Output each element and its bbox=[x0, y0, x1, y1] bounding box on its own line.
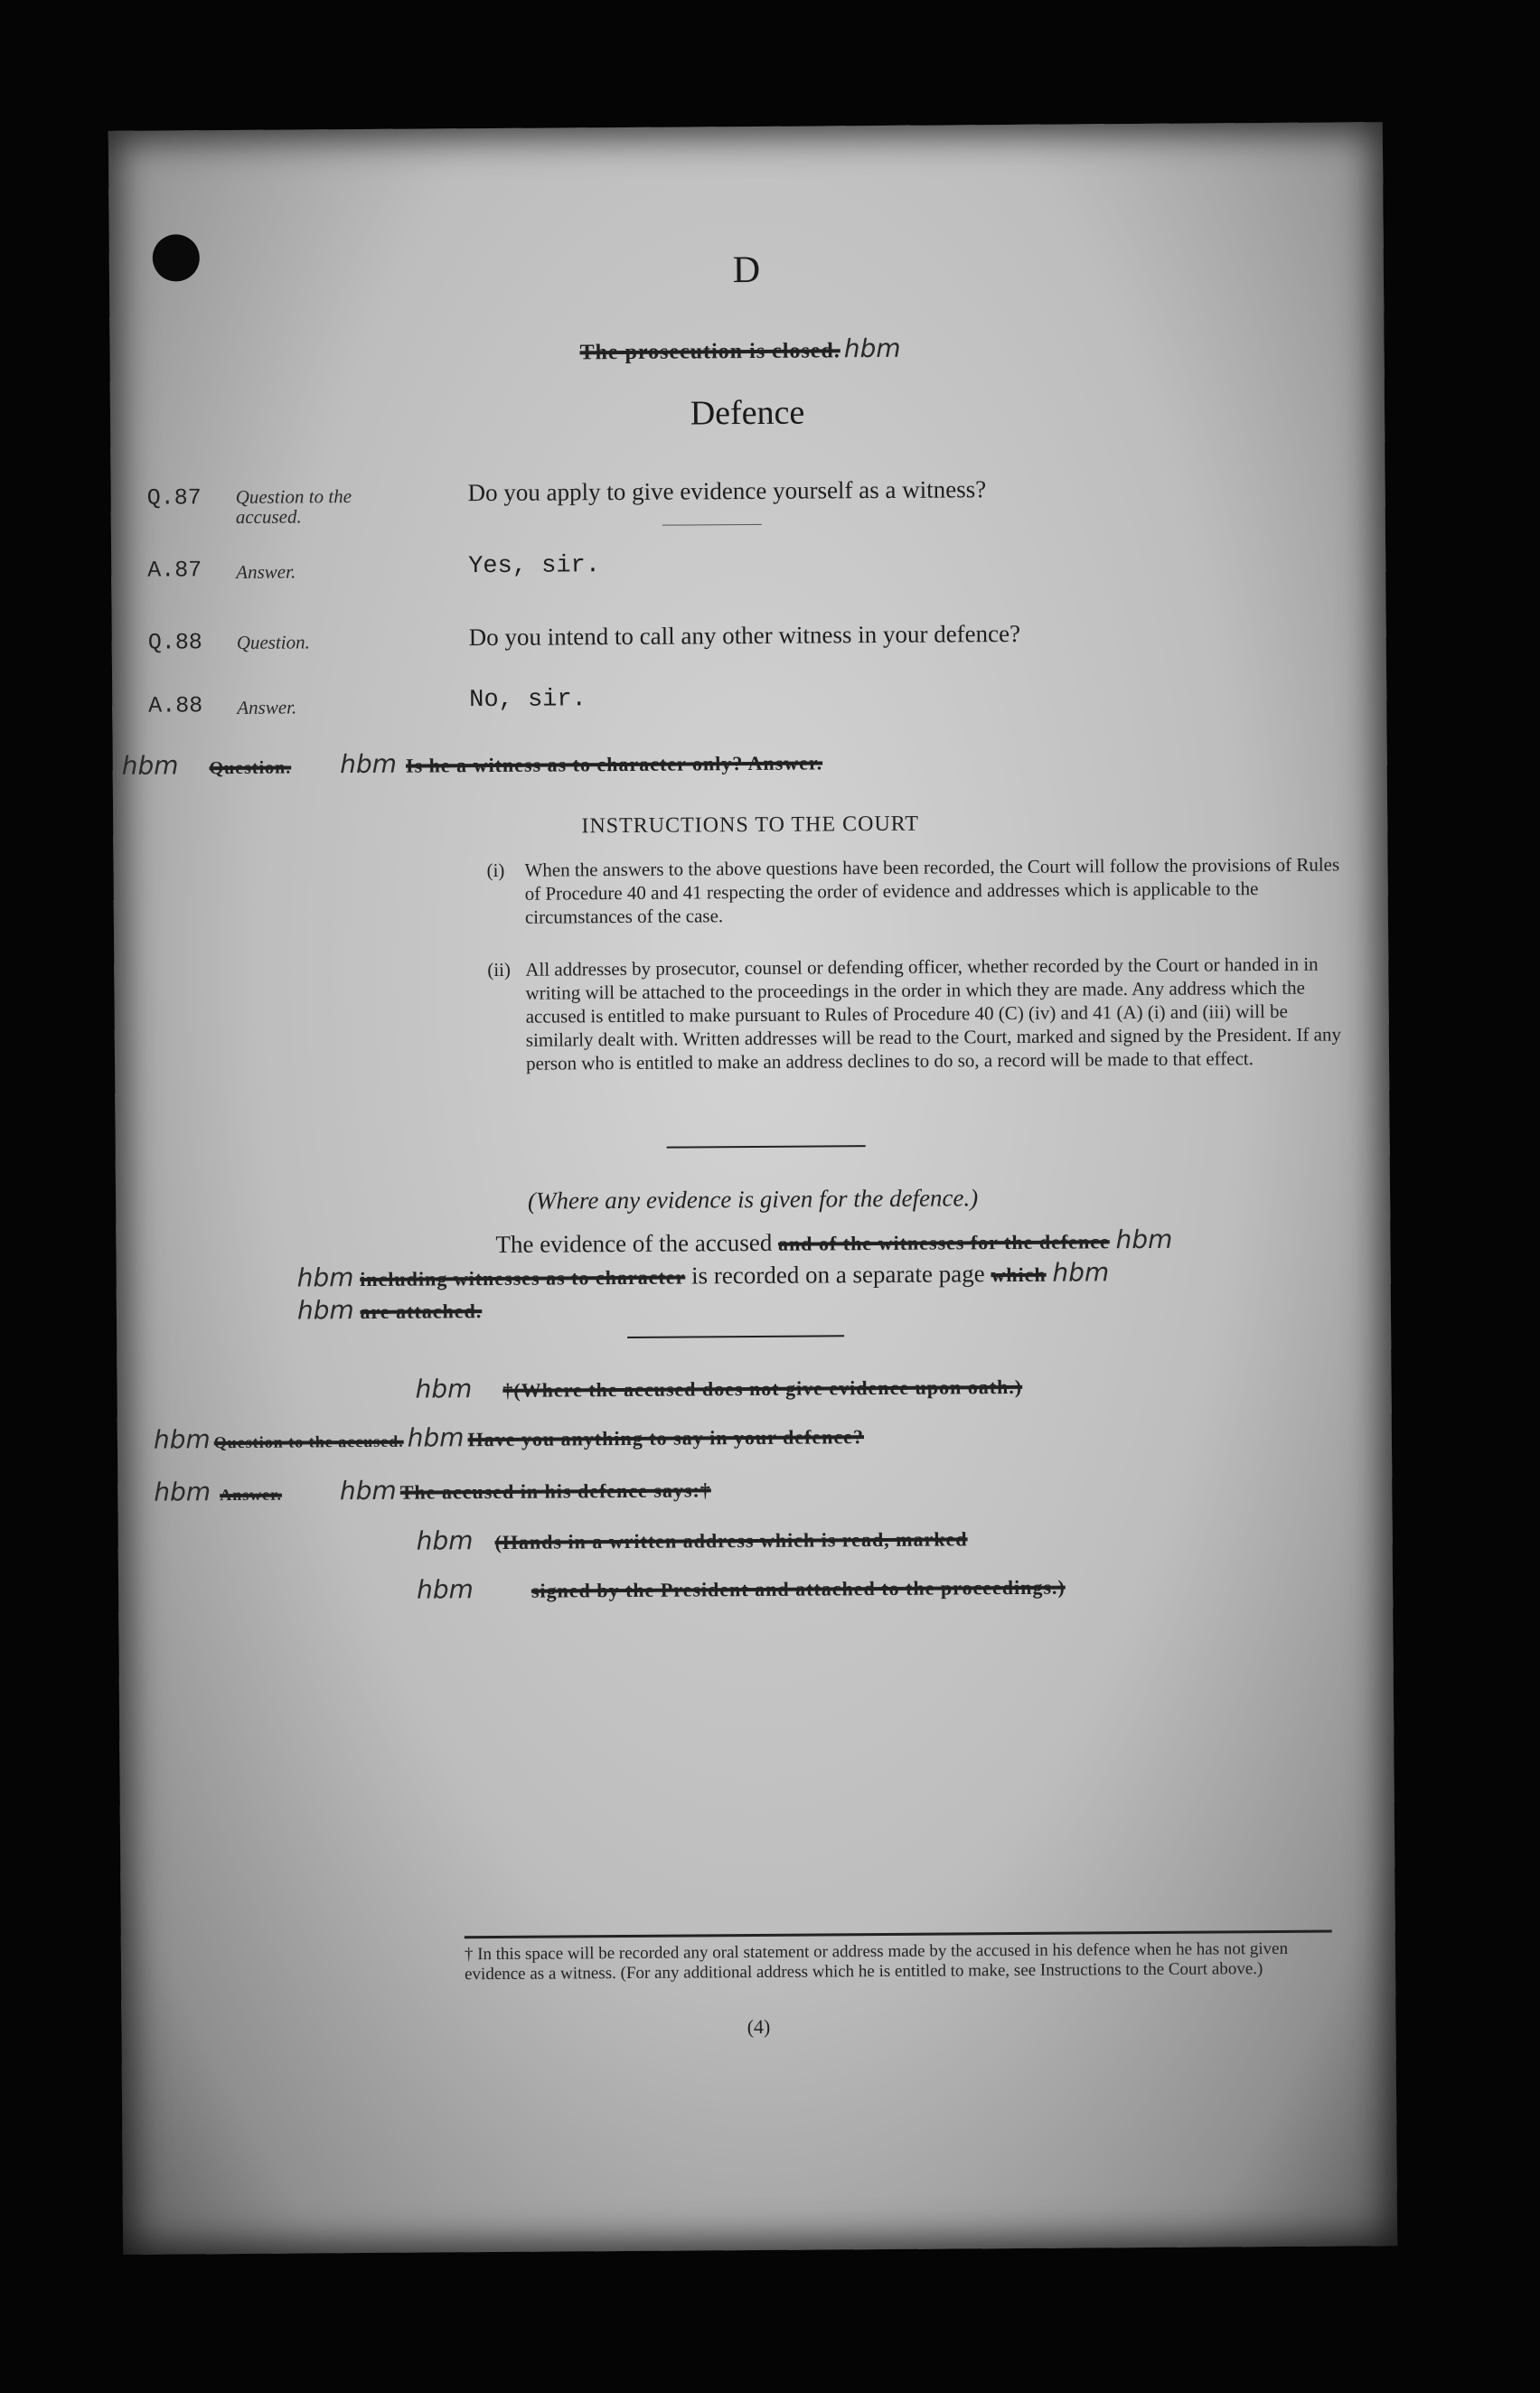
footnote-rule bbox=[465, 1930, 1332, 1939]
document-page bbox=[108, 122, 1397, 2255]
instruction-item: (i) When the answers to the above questions have been recorded, the Court will follow the provisions of Rules of Procedure 40 and 41 respecting the order of evidence and addresses which is applicable to the circumstances of the case. bbox=[486, 853, 1340, 928]
divider bbox=[662, 524, 762, 526]
section-letter: D bbox=[732, 249, 761, 292]
instructions-heading: INSTRUCTIONS TO THE COURT bbox=[581, 812, 920, 839]
initials: hbm bbox=[407, 1422, 465, 1453]
qa-text: No, sir. bbox=[469, 686, 587, 715]
initials: hbm bbox=[340, 748, 398, 780]
qa-text: Do you intend to call any other witness in your defence? bbox=[468, 619, 1021, 652]
qa-number: A.88 bbox=[148, 692, 203, 719]
initials: hbm bbox=[1052, 1257, 1110, 1288]
qa-number: Q.87 bbox=[146, 484, 202, 511]
initials: hbm bbox=[296, 1295, 354, 1326]
initials: hbm bbox=[843, 333, 901, 364]
struck-qa-row: hbm Question. hbm Is he a witness as to character only? Answer. bbox=[121, 748, 823, 781]
divider bbox=[627, 1335, 844, 1338]
struck-prosecution-line: The prosecution is closed. hbm bbox=[579, 333, 901, 365]
initials: hbm bbox=[121, 750, 179, 781]
initials: hbm bbox=[154, 1477, 211, 1507]
qa-label: Answer. bbox=[236, 560, 296, 583]
initials: hbm bbox=[416, 1574, 474, 1605]
initials: hbm bbox=[153, 1424, 211, 1455]
evidence-line-3: hbm are attached. bbox=[296, 1295, 483, 1326]
evidence-line-2: hbm including witnesses as to character is recorded on a separate page which hbm bbox=[296, 1257, 1110, 1293]
qa-text: Do you apply to give evidence yourself as a witness? bbox=[467, 475, 987, 507]
page-number: (4) bbox=[747, 2014, 771, 2039]
struck-line: hbm Question to the accused. hbm Have you anything to say in your defence? bbox=[153, 1422, 865, 1455]
struck-line: hbm (Hands in a written address which is read, marked bbox=[416, 1525, 968, 1556]
evidence-line-1: The evidence of the accused and of the witnesses for the defence hbm bbox=[495, 1224, 1173, 1258]
qa-number: A.87 bbox=[147, 557, 202, 584]
initials: hbm bbox=[416, 1525, 474, 1556]
struck-line: hbm signed by the President and attached to the proceedings.) bbox=[416, 1574, 1066, 1605]
struck-line: hbm †(Where the accused does not give evidence upon oath.) bbox=[415, 1374, 1023, 1404]
initials: hbm bbox=[339, 1475, 397, 1506]
qa-label: Question to the accused. bbox=[235, 485, 352, 528]
divider bbox=[667, 1145, 866, 1149]
qa-text: Yes, sir. bbox=[468, 552, 601, 581]
initials: hbm bbox=[415, 1374, 473, 1404]
footnote: † In this space will be recorded any oral statement or address made by the accused in his defence when he has not given evidence as a witness. (For any additional address which he is entitled to make, see Instructions to the Court above.) bbox=[464, 1938, 1289, 1985]
qa-label: Question. bbox=[236, 631, 310, 653]
defence-title: Defence bbox=[690, 393, 805, 433]
struck-line: hbm Answer. hbm The accused in his defence says:† bbox=[154, 1475, 711, 1507]
instruction-item: (ii) All addresses by prosecutor, counsel or defending officer, whether recorded by the Court or handed in in writing will be attached to the proceedings in the order in which they are made. Any address which the accused is entitled to make pursuant to Rules of Procedure 40 (C) (iv) and 41 (A) (i) and (iii) will be similarly dealt with. Written addresses will be read to the Court, marked and signed by the President. If any person who is entitled to make an address declines to do so, a record will be made to that effect. bbox=[487, 953, 1342, 1075]
qa-number: Q.88 bbox=[147, 629, 202, 656]
initials: hbm bbox=[1115, 1224, 1173, 1255]
qa-label: Answer. bbox=[237, 696, 297, 718]
where-note: (Where any evidence is given for the defence.) bbox=[527, 1184, 979, 1215]
initials: hbm bbox=[296, 1262, 354, 1293]
